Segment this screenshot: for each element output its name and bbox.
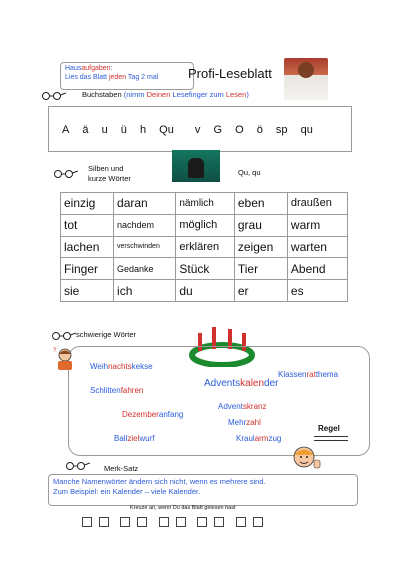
word-cell: Tier xyxy=(234,258,287,280)
read-checkbox[interactable] xyxy=(99,517,109,527)
qu-label: Qu, qu xyxy=(238,168,261,177)
letter: sp xyxy=(275,124,288,136)
word-cell: nachdem xyxy=(114,214,176,236)
letter: v xyxy=(194,124,201,136)
syllables-label: Silben und kurze Wörter xyxy=(88,164,131,183)
merk-box xyxy=(48,474,358,506)
word-cell: nämlich xyxy=(176,193,235,215)
footer-instruction: Kreuze an, wenn Du das Blatt gelesen hast xyxy=(130,505,236,511)
word-cell: grau xyxy=(234,214,287,236)
word-cell: draußen xyxy=(287,193,347,215)
glasses-icon xyxy=(40,90,66,100)
hard-words-heading: schwierige Wörter xyxy=(76,330,137,339)
hard-word: Adventskalender xyxy=(204,378,279,389)
read-checkbox[interactable] xyxy=(214,517,224,527)
word-cell: eben xyxy=(234,193,287,215)
boy-pointing-icon xyxy=(290,444,322,474)
page-title: Profi-Leseblatt xyxy=(188,66,272,81)
word-cell: einzig xyxy=(61,193,114,215)
glasses-icon xyxy=(64,460,90,470)
letter: ü xyxy=(120,124,127,136)
homework-box xyxy=(60,62,194,90)
glasses-icon xyxy=(52,168,78,178)
reading-photo xyxy=(172,150,220,182)
word-cell: warm xyxy=(287,214,347,236)
word-cell: zeigen xyxy=(234,236,287,258)
hard-word: Dezemberanfang xyxy=(122,410,184,419)
letter: u xyxy=(101,124,108,136)
reader-photo xyxy=(284,58,328,100)
letter: ö xyxy=(256,124,263,136)
hard-word: Adventskranz xyxy=(218,402,267,411)
word-cell: möglich xyxy=(176,214,235,236)
word-cell: erklären xyxy=(176,236,235,258)
svg-text:?: ? xyxy=(53,348,57,354)
merk-sentence-2: Zum Beispiel: ein Kalender – viele Kalender. xyxy=(53,487,201,496)
word-cell: warten xyxy=(287,236,347,258)
word-cell: Stück xyxy=(176,258,235,280)
merk-sentence-1: Manche Namenwörter ändern sich nicht, wenn es mehrere sind. xyxy=(53,477,266,486)
glasses-icon xyxy=(50,330,76,340)
table-row xyxy=(61,214,348,236)
letter: G xyxy=(213,124,223,136)
read-checkbox[interactable] xyxy=(197,517,207,527)
hard-word: Ballzielwurf xyxy=(114,434,155,443)
word-cell: ich xyxy=(114,280,176,302)
hard-word: Weihnachtskekse xyxy=(90,362,153,371)
word-cell: es xyxy=(287,280,347,302)
read-checkbox[interactable] xyxy=(159,517,169,527)
letter: h xyxy=(139,124,147,136)
word-table xyxy=(60,192,348,302)
letter: O xyxy=(235,124,244,136)
hard-word: Schlittenfahren xyxy=(90,386,144,395)
table-row xyxy=(61,258,348,280)
letters-row xyxy=(62,124,313,136)
homework-label: Hausaufgaben: xyxy=(65,65,113,72)
word-cell: du xyxy=(176,280,235,302)
rule-label: Regel xyxy=(318,424,340,433)
word-cell: sie xyxy=(61,280,114,302)
word-cell: tot xyxy=(61,214,114,236)
letter: ä xyxy=(82,124,89,136)
table-row xyxy=(61,193,348,215)
letter: Qu xyxy=(159,124,174,136)
checkbox-row xyxy=(82,514,270,532)
word-cell: Finger xyxy=(61,258,114,280)
thinking-child-icon xyxy=(52,346,78,372)
read-checkbox[interactable] xyxy=(120,517,130,527)
word-cell: Gedanke xyxy=(114,258,176,280)
read-checkbox[interactable] xyxy=(176,517,186,527)
rule-underline xyxy=(314,436,348,437)
table-row xyxy=(61,280,348,302)
word-cell: er xyxy=(234,280,287,302)
word-cell: Abend xyxy=(287,258,347,280)
hard-word: Klassenratthema xyxy=(278,370,339,379)
letters-heading: Buchstaben (nimm Deinen Lesefinger zum Lesen) xyxy=(82,90,249,99)
word-cell: lachen xyxy=(61,236,114,258)
letter: qu xyxy=(300,124,313,136)
merk-heading: Merk-Satz xyxy=(104,464,139,473)
read-checkbox[interactable] xyxy=(137,517,147,527)
letter: A xyxy=(62,124,70,136)
homework-instruction: Lies das Blatt jeden Tag 2 mal xyxy=(65,74,159,81)
read-checkbox[interactable] xyxy=(253,517,263,527)
rule-underline xyxy=(314,440,348,441)
word-cell: verschwinden xyxy=(114,236,176,258)
read-checkbox[interactable] xyxy=(236,517,246,527)
hard-word: Kraularmzug xyxy=(236,434,282,443)
table-row xyxy=(61,236,348,258)
read-checkbox[interactable] xyxy=(82,517,92,527)
word-cell: daran xyxy=(114,193,176,215)
hard-word: Mehrzahl xyxy=(228,418,261,427)
